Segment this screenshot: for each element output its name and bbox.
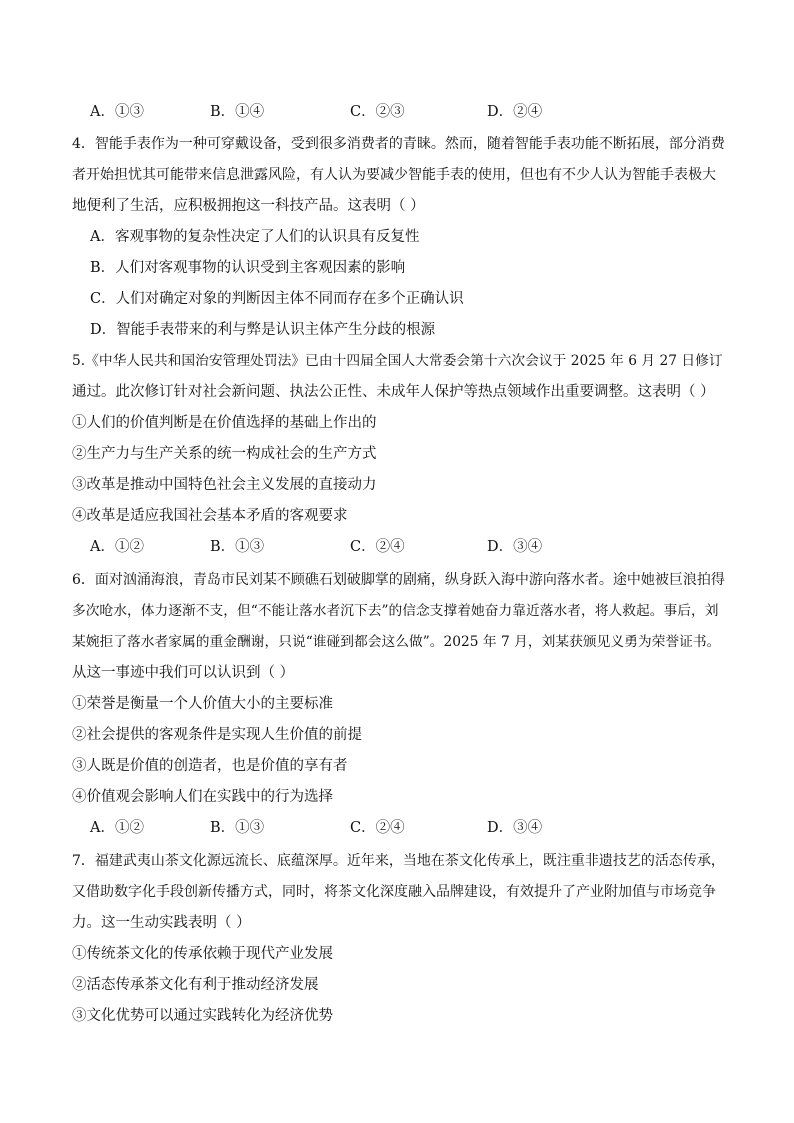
q5-option-d: D．③④ xyxy=(487,539,543,555)
q6-option-a: A．①② xyxy=(90,820,144,836)
q6-stem-line-1: 6．面对汹涌海浪，青岛市民刘某不顾礁石划破脚掌的剧痛，纵身跃入海中游向落水者。途中她被巨浪拍得 xyxy=(72,572,725,588)
q5-statement-2: ②生产力与生产关系的统一构成社会的生产方式 xyxy=(72,446,377,462)
q5-option-c: C．②④ xyxy=(350,539,405,555)
q4-choice-c: C．人们对确定对象的判断因主体不同而存在多个正确认识 xyxy=(90,291,464,307)
q6-options xyxy=(90,818,650,838)
q7-stem-line-3: 力。这一生动实践表明（ ） xyxy=(72,915,251,931)
q5-stem-line-1: 5.《中华人民共和国治安管理处罚法》已由十四届全国人大常委会第十六次会议于 2025 年 6 月 27 日修订 xyxy=(72,353,723,369)
q5-statement-4: ④改革是适应我国社会基本矛盾的客观要求 xyxy=(72,508,348,524)
q7-stem-line-1: 7．福建武夷山茶文化源远流长、底蕴深厚。近年来，当地在茶文化传承上，既注重非遗技艺的活态传承， xyxy=(72,853,725,869)
q5-statement-3: ③改革是推动中国特色社会主义发展的直接动力 xyxy=(72,477,377,493)
prev-option-a: A．①③ xyxy=(90,104,144,120)
q6-stem-line-2: 多次呛水，体力逐渐不支，但“不能让落水者沉下去”的信念支撑着她奋力靠近落水者，将人救起。事后，刘 xyxy=(72,603,719,619)
prev-option-b: B．①④ xyxy=(210,104,265,120)
q6-statement-4: ④价值观会影响人们在实践中的行为选择 xyxy=(72,789,333,805)
q4-stem-line-2: 者开始担忧其可能带来信息泄露风险，有人认为要减少智能手表的使用，但也有不少人认为智能手表极大 xyxy=(72,167,716,183)
q5-option-b: B．①③ xyxy=(210,539,265,555)
q4-choice-a: A．客观事物的复杂性决定了人们的认识具有反复性 xyxy=(90,229,420,245)
prev-option-c: C．②③ xyxy=(350,104,405,120)
q5-stem-line-2: 通过。此次修订针对社会新问题、执法公正性、未成年人保护等热点领域作出重要调整。这表明（ ） xyxy=(72,384,715,400)
prev-question-options xyxy=(90,102,650,122)
q7-stem-line-2: 又借助数字化手段创新传播方式，同时，将茶文化深度融入品牌建设，有效提升了产业附加值与市场竞争 xyxy=(72,884,716,900)
q6-statement-1: ①荣誉是衡量一个人价值大小的主要标准 xyxy=(72,696,333,712)
q6-stem-line-3: 某婉拒了落水者家属的重金酬谢，只说“谁碰到都会这么做”。2025 年 7 月，刘某获颁见义勇为荣誉证书。 xyxy=(72,634,721,650)
q4-stem-line-3: 地便利了生活，应积极拥抱这一科技产品。这表明（ ） xyxy=(72,198,425,214)
q4-choice-d: D．智能手表带来的利与弊是认识主体产生分歧的根源 xyxy=(90,322,436,338)
q6-option-b: B．①③ xyxy=(210,820,265,836)
q6-statement-2: ②社会提供的客观条件是实现人生价值的前提 xyxy=(72,727,362,743)
q4-stem-line-1: 4．智能手表作为一种可穿戴设备，受到很多消费者的青睐。然而，随着智能手表功能不断拓展，部分消费 xyxy=(72,136,725,152)
q7-statement-3: ③文化优势可以通过实践转化为经济优势 xyxy=(72,1008,333,1024)
q5-options xyxy=(90,537,650,557)
prev-option-d: D．②④ xyxy=(487,104,543,120)
q5-option-a: A．①② xyxy=(90,539,144,555)
q7-statement-2: ②活态传承茶文化有利于推动经济发展 xyxy=(72,977,319,993)
q6-statement-3: ③人既是价值的创造者，也是价值的享有者 xyxy=(72,758,348,774)
q6-stem-line-4: 从这一事迹中我们可以认识到（ ） xyxy=(72,665,295,681)
q6-option-c: C．②④ xyxy=(350,820,405,836)
q6-option-d: D．③④ xyxy=(487,820,543,836)
q5-statement-1: ①人们的价值判断是在价值选择的基础上作出的 xyxy=(72,415,377,431)
q7-statement-1: ①传统茶文化的传承依赖于现代产业发展 xyxy=(72,946,333,962)
q4-choice-b: B．人们对客观事物的认识受到主客观因素的影响 xyxy=(90,260,406,276)
